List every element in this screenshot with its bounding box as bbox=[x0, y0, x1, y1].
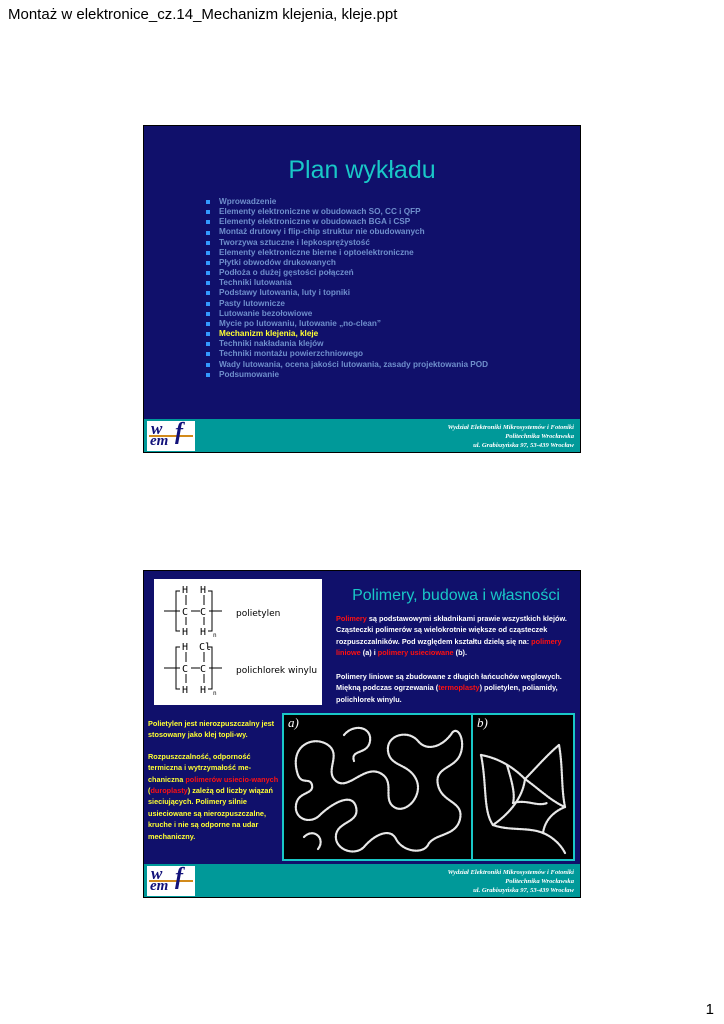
polymers-paragraph bbox=[336, 613, 579, 659]
linear-chain-drawing bbox=[284, 715, 472, 859]
slide-title: Plan wykładu bbox=[288, 156, 436, 184]
agenda-item-label: Płytki obwodów drukowanych bbox=[219, 257, 336, 267]
agenda-item-label: Techniki montażu powierzchniowego bbox=[219, 349, 364, 359]
agenda-item-label: Elementy elektroniczne bierne i optoelektroniczne bbox=[219, 247, 414, 257]
agenda-item bbox=[206, 339, 488, 349]
para-text: ) polietylen, poliamidy, polichlorek winylu. bbox=[336, 683, 558, 704]
note-text: ) zależą od liczby wiązań sieciujących. Polimery silnie usieciowane są nierozpuszczalne, kruche i nie są odporne na udar mechaniczny. bbox=[148, 786, 273, 841]
footer-line3: ul. Grabiszyńska 97, 53-439 Wrocław bbox=[473, 442, 574, 449]
bullet-icon bbox=[206, 281, 210, 285]
wemf-logo bbox=[147, 421, 195, 451]
bullet-icon bbox=[206, 332, 210, 336]
bullet-icon bbox=[206, 271, 210, 275]
bullet-icon bbox=[206, 302, 210, 306]
agenda-item bbox=[206, 349, 488, 359]
slide-footer bbox=[144, 864, 580, 897]
logo-bottom-text: em bbox=[150, 433, 169, 449]
logo-bottom-text: em bbox=[150, 878, 169, 894]
formula-cl: Cl bbox=[199, 642, 212, 653]
bullet-icon bbox=[206, 231, 210, 235]
document-title: Montaż w elektronice_cz.14_Mechanizm klejenia, kleje.ppt bbox=[8, 6, 398, 23]
agenda-item-label: Tworzywa sztuczne i lepkosprężystość bbox=[219, 237, 370, 247]
agenda-item bbox=[206, 319, 488, 329]
formula-c: C bbox=[200, 607, 207, 618]
agenda-item-label: Elementy elektroniczne w obudowach BGA i CSP bbox=[219, 217, 411, 227]
formula-h: H bbox=[200, 627, 207, 638]
agenda-item bbox=[206, 248, 488, 258]
chemical-formula-image bbox=[154, 579, 322, 705]
agenda-item bbox=[206, 288, 488, 298]
pvc-label: polichlorek winylu bbox=[236, 666, 318, 676]
wemf-logo bbox=[147, 866, 195, 896]
bullet-icon bbox=[206, 241, 210, 245]
bullet-icon bbox=[206, 322, 210, 326]
image-label-a: a) bbox=[288, 715, 299, 730]
note-text: Rozpuszczalność, odporność termiczna i wytrzymałość me-chaniczna bbox=[148, 751, 252, 784]
agenda-item-label: Montaż drutowy i flip-chip struktur nie obudowanych bbox=[219, 227, 425, 237]
thermoplastics-term: termoplasty bbox=[438, 683, 480, 693]
logo-f-text: f bbox=[175, 864, 183, 890]
slide-polymers bbox=[143, 570, 581, 898]
agenda-item bbox=[206, 238, 488, 248]
slide-footer bbox=[144, 419, 580, 452]
agenda-list bbox=[206, 197, 488, 380]
agenda-item-label: Pasty lutownicze bbox=[219, 298, 285, 308]
linear-polymers-term: polimery liniowe bbox=[336, 636, 562, 658]
agenda-item bbox=[206, 197, 488, 207]
formula-h: H bbox=[182, 642, 189, 653]
formula-c: C bbox=[182, 607, 189, 618]
formula-h: H bbox=[200, 585, 207, 596]
agenda-item-label: Podłoża o dużej gęstości połączeń bbox=[219, 268, 354, 278]
agenda-item-label: Wprowadzenie bbox=[219, 197, 277, 206]
crosslinked-term: polimerów usiecio-wanych bbox=[185, 774, 279, 784]
bullet-icon bbox=[206, 342, 210, 346]
note-text: ( bbox=[148, 786, 151, 796]
agenda-item-label: Podstawy lutowania, luty i topniki bbox=[219, 288, 351, 298]
footer-line2: Politechnika Wrocławska bbox=[505, 433, 574, 440]
agenda-item bbox=[206, 360, 488, 370]
footer-address bbox=[448, 868, 574, 895]
duroplasts-term: duroplasty bbox=[150, 786, 188, 796]
agenda-item-label: Techniki nakładania klejów bbox=[219, 339, 324, 349]
bullet-icon bbox=[206, 251, 210, 255]
footer-line1: Wydział Elektroniki Mikrosystemów i Fotoniki bbox=[447, 424, 574, 431]
page-number: 1 bbox=[705, 1001, 714, 1018]
agenda-item-label: Podsumowanie bbox=[219, 369, 280, 379]
agenda-item bbox=[206, 370, 488, 380]
agenda-item bbox=[206, 217, 488, 227]
bullet-icon bbox=[206, 373, 210, 377]
bullet-icon bbox=[206, 312, 210, 316]
agenda-item-label: Techniki lutowania bbox=[219, 278, 292, 288]
agenda-item bbox=[206, 258, 488, 268]
bullet-icon bbox=[206, 210, 210, 214]
footer-line2: Politechnika Wrocławska bbox=[505, 878, 574, 885]
polyethylene-note: Polietylen jest nierozpuszczalny jest stosowany jako klej topli-wy. bbox=[148, 719, 275, 740]
footer-address bbox=[448, 423, 574, 450]
formula-svg bbox=[154, 579, 322, 705]
slide-title: Polimery, budowa i własności bbox=[352, 587, 560, 604]
agenda-item-label: Elementy elektroniczne w obudowach SO, CC i QFP bbox=[219, 207, 421, 217]
logo-top-text: w bbox=[151, 419, 163, 438]
agenda-item-label: Mycie po lutowaniu, lutowanie „no-clean” bbox=[219, 318, 381, 328]
para-text: są podstawowymi składnikami prawie wszystkich klejów. Cząsteczki polimerów są wielokrotnie większe od cząsteczek rozpuszczalników. Pod względem kształtu dzielą się na: bbox=[336, 614, 567, 646]
agenda-item bbox=[206, 309, 488, 319]
crosslinked-network-drawing bbox=[473, 715, 573, 859]
linear-polymers-paragraph bbox=[336, 671, 579, 705]
bullet-icon bbox=[206, 352, 210, 356]
agenda-item bbox=[206, 268, 488, 278]
logo-f-text: f bbox=[175, 419, 183, 445]
polyethylene-label: polietylen bbox=[236, 609, 281, 619]
bullet-icon bbox=[206, 220, 210, 224]
logo-top-text: w bbox=[151, 864, 163, 883]
agenda-item bbox=[206, 278, 488, 288]
crosslink-note bbox=[148, 751, 280, 842]
polymers-term: Polimery bbox=[336, 614, 367, 623]
left-notes bbox=[148, 718, 280, 852]
footer-line1: Wydział Elektroniki Mikrosystemów i Fotoniki bbox=[447, 869, 574, 876]
agenda-item-label: Wady lutowania, ocena jakości lutowania, zasady projektowania POD bbox=[219, 359, 489, 369]
agenda-item bbox=[206, 299, 488, 309]
image-label-b: b) bbox=[477, 715, 488, 730]
agenda-item bbox=[206, 227, 488, 237]
formula-h: H bbox=[182, 585, 189, 596]
agenda-item bbox=[206, 207, 488, 217]
bullet-icon bbox=[206, 200, 210, 204]
agenda-item-label: Lutowanie bezołowiowe bbox=[219, 308, 313, 318]
footer-line3: ul. Grabiszyńska 97, 53-439 Wrocław bbox=[473, 887, 574, 894]
formula-h: H bbox=[182, 685, 189, 696]
slide-plan bbox=[143, 125, 581, 453]
linear-polymer-image bbox=[282, 713, 474, 861]
agenda-item bbox=[206, 329, 488, 339]
para-text: Polimery liniowe są zbudowane z długich łańcuchów węglowych. Miękną podczas ogrzewania ( bbox=[336, 672, 562, 693]
para-text: (b). bbox=[453, 648, 467, 658]
formula-n: n bbox=[213, 632, 217, 639]
formula-h: H bbox=[182, 627, 189, 638]
para-text: (a) i bbox=[360, 648, 378, 658]
bullet-icon bbox=[206, 261, 210, 265]
formula-c: C bbox=[200, 664, 207, 675]
crosslinked-polymers-term: polimery usieciowane bbox=[377, 648, 454, 658]
bullet-icon bbox=[206, 291, 210, 295]
bullet-icon bbox=[206, 363, 210, 367]
formula-h: H bbox=[200, 685, 207, 696]
crosslinked-polymer-image bbox=[471, 713, 575, 861]
formula-c: C bbox=[182, 664, 189, 675]
formula-n: n bbox=[213, 690, 217, 697]
agenda-item-label: Mechanizm klejenia, kleje bbox=[219, 329, 319, 339]
